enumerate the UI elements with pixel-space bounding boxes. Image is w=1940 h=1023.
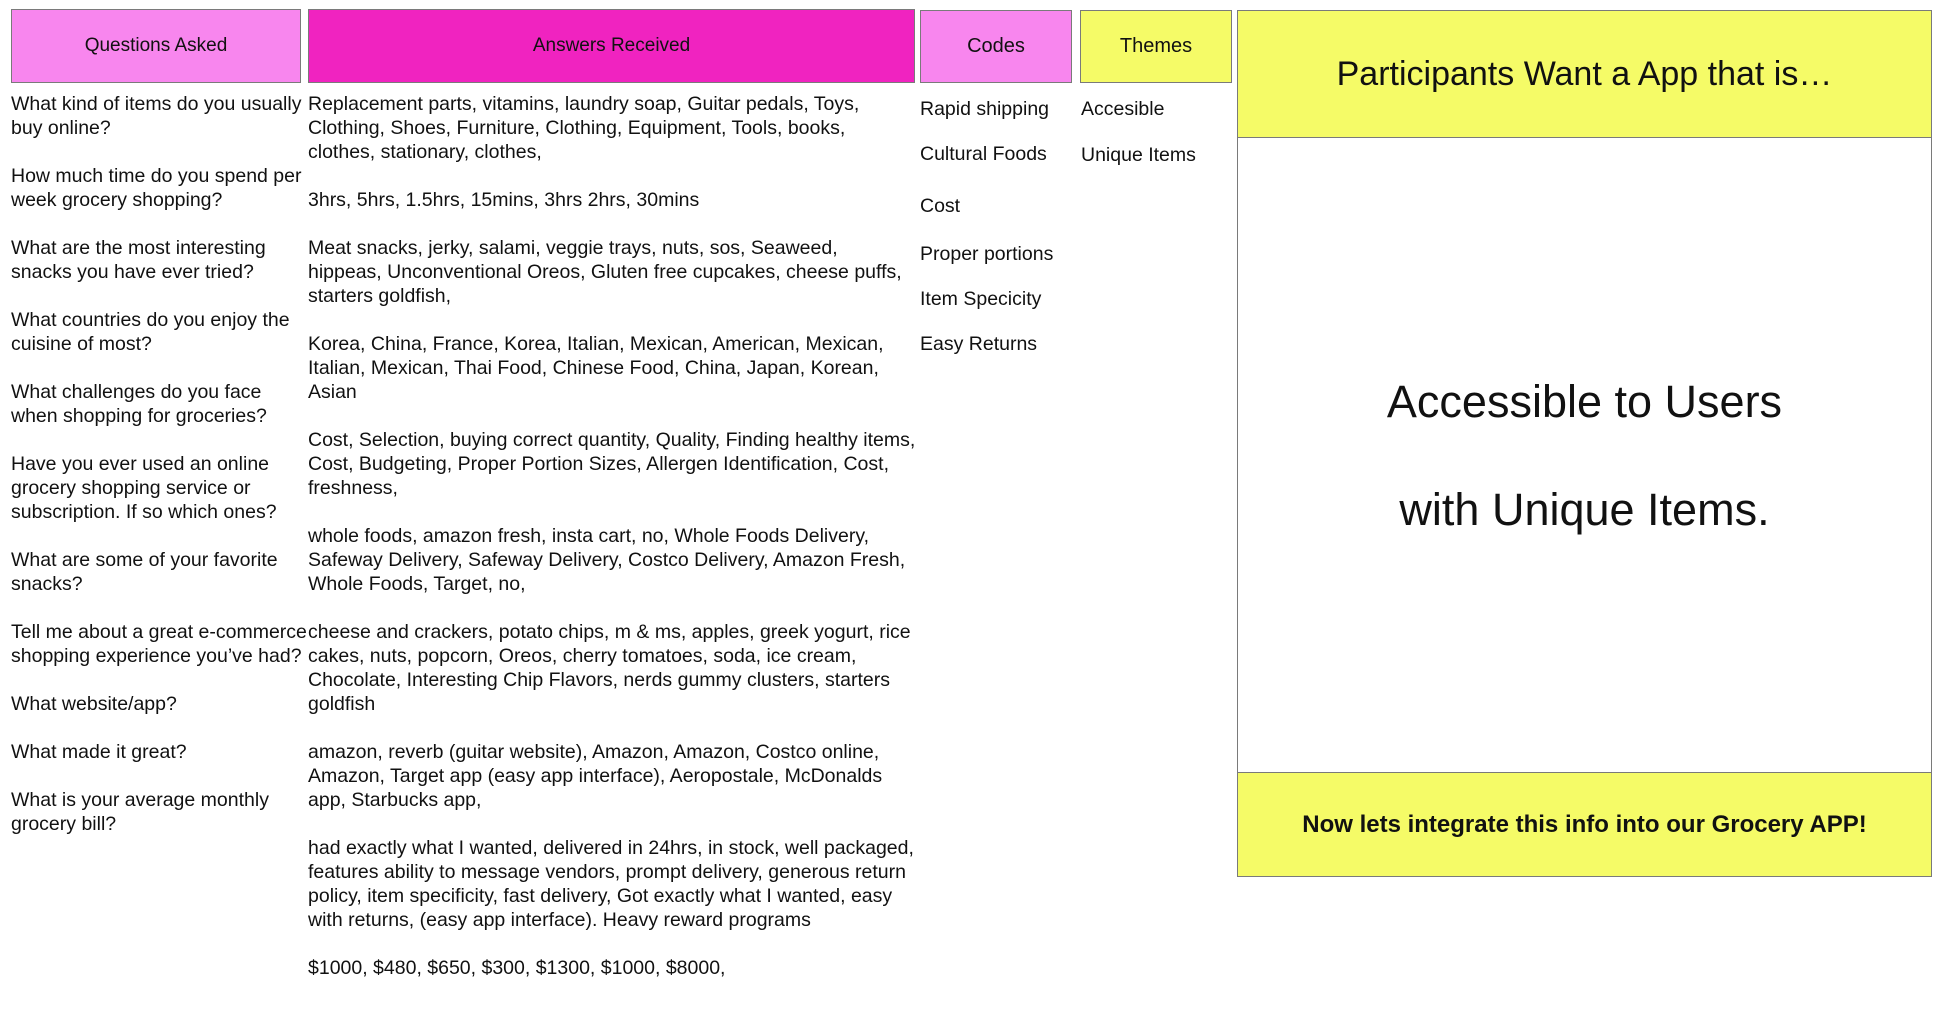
- answer-item: Replacement parts, vitamins, laundry soap, Guitar pedals, Toys, Clothing, Shoes, Furniture, Clothing, Equipment, Tools, books, clothes, stationary, clothes,: [308, 93, 860, 163]
- theme-item: Accesible: [1081, 98, 1165, 120]
- panel-statement-line1: Accessible to Users: [1386, 375, 1783, 427]
- question-item: What countries do you enjoy the cuisine of most?: [11, 309, 290, 355]
- question-item: Have you ever used an online grocery shopping service or subscription. If so which ones?: [11, 453, 277, 523]
- codes-header-label: Codes: [967, 35, 1025, 57]
- themes-header-label: Themes: [1119, 35, 1193, 57]
- answer-item: amazon, reverb (guitar website), Amazon, Amazon, Costco online, Amazon, Target app (easy app interface), Aeropostale, McDonalds app, Starbucks app,: [308, 741, 883, 811]
- answer-item: had exactly what I wanted, delivered in 24hrs, in stock, well packaged, features ability to message vendors, prompt delivery, generous return policy, item specificity, fast delivery, Got exactly what I wanted, easy with returns, (easy app interface). Heavy reward programs: [308, 837, 914, 931]
- questions-list: [11, 92, 311, 860]
- code-item: Rapid shipping: [920, 98, 1050, 120]
- panel-footer: Now lets integrate this info into our Grocery APP!: [1302, 810, 1867, 838]
- question-item: What are the most interesting snacks you have ever tried?: [11, 237, 266, 283]
- answers-list: [308, 92, 916, 1004]
- answer-item: 3hrs, 5hrs, 1.5hrs, 15mins, 3hrs 2hrs, 30mins: [308, 189, 700, 211]
- question-item: How much time do you spend per week grocery shopping?: [11, 165, 302, 211]
- questions-header-label: Questions Asked: [84, 35, 228, 56]
- panel-footer-box: [1237, 772, 1932, 877]
- answer-item: Meat snacks, jerky, salami, veggie trays, nuts, sos, Seaweed, hippeas, Unconventional Oreos, Gluten free cupcakes, cheese puffs, starters goldfish,: [308, 237, 902, 307]
- code-item: Cultural Foods: [920, 143, 1047, 165]
- code-item: Item Specicity: [920, 288, 1042, 310]
- panel-body-box: [1237, 137, 1932, 773]
- answer-item: Korea, China, France, Korea, Italian, Mexican, American, Mexican, Italian, Mexican, Thai Food, Chinese Food, China, Japan, Korean, Asian: [308, 333, 884, 403]
- questions-header: [11, 9, 301, 83]
- answer-item: Cost, Selection, buying correct quantity, Quality, Finding healthy items, Cost, Budgeting, Proper Portion Sizes, Allergen Identification, Cost, freshness,: [308, 429, 916, 499]
- question-item: What made it great?: [11, 741, 187, 763]
- panel-title: Participants Want a App that is…: [1336, 55, 1833, 93]
- theme-item: Unique Items: [1081, 144, 1196, 166]
- code-item: Proper portions: [920, 243, 1054, 265]
- code-item: Cost: [920, 195, 961, 217]
- answer-item: whole foods, amazon fresh, insta cart, no, Whole Foods Delivery, Safeway Delivery, Safeway Delivery, Costco Delivery, Amazon Fresh, Whole Foods, Target, no,: [308, 525, 906, 595]
- question-item: What website/app?: [11, 693, 177, 715]
- themes-list: [1081, 0, 1241, 200]
- code-item: Easy Returns: [920, 333, 1038, 355]
- answer-item: cheese and crackers, potato chips, m & ms, apples, greek yogurt, rice cakes, nuts, popcorn, Oreos, cherry tomatoes, soda, ice cream, Chocolate, Interesting Chip Flavors, nerds gummy clusters, starters goldfish: [308, 621, 911, 715]
- answer-item: $1000, $480, $650, $300, $1300, $1000, $8000,: [308, 957, 726, 979]
- codes-list: [920, 0, 1080, 400]
- answers-header-label: Answers Received: [532, 35, 691, 56]
- question-item: What is your average monthly grocery bill?: [11, 789, 269, 835]
- question-item: Tell me about a great e-commerce shopping experience you’ve had?: [11, 621, 307, 667]
- panel-title-box: [1237, 10, 1932, 138]
- question-item: What challenges do you face when shopping for groceries?: [11, 381, 267, 427]
- question-item: What kind of items do you usually buy online?: [11, 93, 302, 139]
- question-item: What are some of your favorite snacks?: [11, 549, 278, 595]
- panel-statement-line2: with Unique Items.: [1399, 483, 1770, 535]
- answers-header: [308, 9, 915, 83]
